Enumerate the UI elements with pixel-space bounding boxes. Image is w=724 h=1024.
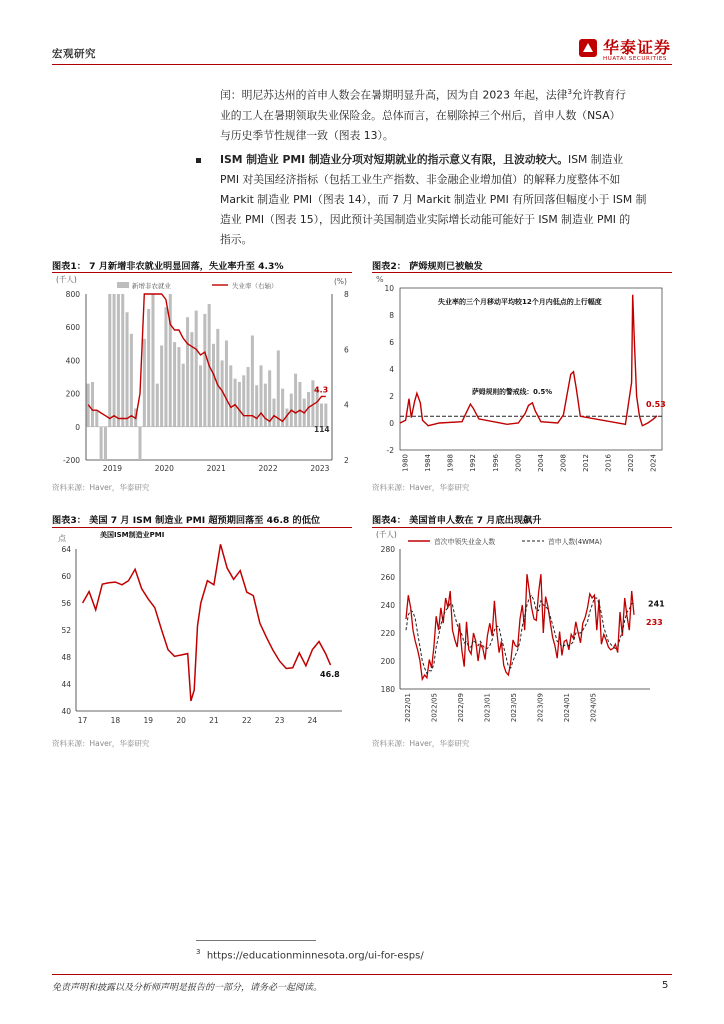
disclaimer: 免责声明和披露以及分析师声明是报告的一部分，请务必一起阅读。 xyxy=(52,983,323,993)
payroll-bar xyxy=(260,365,263,426)
figure-2-source: 资料来源：Haver，华泰研究 xyxy=(372,483,470,492)
payroll-bar xyxy=(277,350,280,426)
y-tick-label: 240 xyxy=(380,601,395,610)
y-tick-label: 52 xyxy=(61,626,71,635)
paragraph-2: ISM 制造业 PMI 制造业分项对短期就业的指示意义有限，且波动较大。ISM 制造业 PMI 对美国经济指标（包括工业生产指数、非金融企业增加值）的解释力度整体不如 Markit 制造业 PMI（图表 14），而 7 月 Markit 制造业 PMI 有所回落但幅度小于 ISM 制 造业 PMI（图表 15），因此预计美国制造业实际增长动能可能好于 ISM 制造业 PMI 的 指示。 xyxy=(220,153,647,246)
payroll-bar xyxy=(169,294,172,427)
brand-name-en: HUATAI SECURITIES xyxy=(603,56,667,62)
figure-4-source: 资料来源：Haver，华泰研究 xyxy=(372,739,470,748)
last-data-label: 46.8 xyxy=(320,670,340,680)
payroll-bar xyxy=(324,404,327,427)
payroll-bar xyxy=(242,375,245,426)
x-tick-label: 18 xyxy=(110,716,121,725)
last-data-label: 0.53 xyxy=(646,399,666,409)
huatai-logo-icon xyxy=(578,38,598,58)
payroll-bar xyxy=(108,294,111,427)
payroll-bar xyxy=(294,374,297,427)
payroll-bar xyxy=(298,382,301,427)
x-tick-label: 21 xyxy=(209,716,219,725)
x-tick-label: 2024/05 xyxy=(589,693,598,723)
chart-2 xyxy=(372,274,672,482)
x-tick-label: 2000 xyxy=(514,454,523,472)
footer-divider xyxy=(52,974,672,975)
x-tick-label: 17 xyxy=(77,716,88,725)
x-tick-label: 2022/05 xyxy=(430,693,439,723)
payroll-bar xyxy=(91,382,94,427)
y-tick-label: 280 xyxy=(380,545,395,554)
y-tick-label: 800 xyxy=(65,290,80,299)
y-tick-label: 48 xyxy=(61,653,71,662)
x-tick-label: 2012 xyxy=(581,454,590,472)
payroll-data-label: 114 xyxy=(314,424,330,434)
payroll-bar xyxy=(182,364,185,427)
y-tick-label: 60 xyxy=(61,572,71,581)
payroll-bar xyxy=(234,379,237,427)
payroll-bar xyxy=(151,294,154,427)
rate-data-label: 4.3 xyxy=(314,385,329,395)
y-tick-label: 4 xyxy=(389,365,394,374)
payroll-bar xyxy=(251,336,254,427)
x-tick-label: 2023 xyxy=(310,464,330,473)
footnote-divider xyxy=(196,940,316,941)
payroll-bar xyxy=(264,384,267,427)
y-tick-label: 600 xyxy=(65,323,80,333)
x-tick-label: 2024/01 xyxy=(563,693,572,723)
x-tick-label: 2022 xyxy=(258,464,278,473)
y2-tick-label: 4 xyxy=(344,400,349,410)
chart-3 xyxy=(52,529,352,731)
payroll-bar xyxy=(117,294,120,427)
y-tick-label: -2 xyxy=(386,446,394,455)
payroll-bar xyxy=(126,312,129,427)
x-tick-label: 2016 xyxy=(604,454,613,472)
chart-1 xyxy=(52,274,356,482)
payroll-bar xyxy=(247,367,250,427)
claims-4wma-line xyxy=(406,595,634,673)
figure-2-caption: 图表2： 萨姆规则已被触发 xyxy=(372,261,483,272)
legend-line-label: 失业率（右轴） xyxy=(232,282,278,290)
x-tick-label: 24 xyxy=(307,716,318,725)
payroll-bar xyxy=(195,311,198,427)
y-tick-label: 44 xyxy=(61,680,71,689)
figure-1-rule xyxy=(52,272,352,273)
y-tick-label: 400 xyxy=(65,356,80,366)
figure-3-source: 资料来源：Haver，华泰研究 xyxy=(52,739,150,748)
payroll-bar xyxy=(173,342,176,427)
y2-axis-label: (%) xyxy=(334,277,347,286)
header-divider xyxy=(52,64,672,65)
figure-1-source: 资料来源：Haver，华泰研究 xyxy=(52,483,150,492)
payroll-bar xyxy=(130,334,133,427)
plot-frame xyxy=(400,288,662,450)
chart-4 xyxy=(372,529,672,731)
y-tick-label: 8 xyxy=(389,311,394,320)
footnote: $^3$ https://educationminnesota.org/ui-for-esps/ xyxy=(196,948,424,962)
payroll-bar xyxy=(186,317,189,427)
y-tick-label: 0 xyxy=(75,422,80,432)
legend-bar-swatch xyxy=(117,282,129,288)
figure-3-rule xyxy=(52,527,352,528)
y-axis-label: (千人) xyxy=(56,275,77,284)
figure-2-rule xyxy=(372,272,672,273)
payroll-bar xyxy=(203,314,206,427)
y-tick-label: 0 xyxy=(389,419,394,428)
y-tick-label: 220 xyxy=(380,629,395,638)
figure-3-caption: 图表3： 美国 7 月 ISM 制造业 PMI 超预期回落至 46.8 的低位 xyxy=(52,515,321,526)
payroll-bar xyxy=(160,345,163,426)
figure-4-rule xyxy=(372,527,672,528)
payroll-bar xyxy=(139,427,142,460)
chart-title: 失业率的三个月移动平均较12个月内低点的上行幅度 xyxy=(438,298,602,306)
payroll-bar xyxy=(95,410,98,427)
payroll-bar xyxy=(320,404,323,427)
bullet-icon xyxy=(196,158,201,163)
y-tick-label: 40 xyxy=(61,707,71,716)
y-axis-label: (千人) xyxy=(376,530,397,539)
y-tick-label: 200 xyxy=(65,389,80,399)
payroll-bar xyxy=(147,309,150,427)
x-tick-label: 2022/09 xyxy=(457,693,466,723)
payroll-bar xyxy=(225,340,228,426)
label-4wma: 241 xyxy=(648,599,665,609)
x-tick-label: 1992 xyxy=(469,454,478,472)
payroll-bar xyxy=(164,307,167,427)
x-tick-label: 2023/09 xyxy=(536,693,545,723)
x-tick-label: 2023/01 xyxy=(483,693,492,723)
x-tick-label: 2022/01 xyxy=(404,693,412,723)
y-tick-label: 260 xyxy=(380,573,395,582)
x-tick-label: 2004 xyxy=(536,454,545,472)
y2-tick-label: 8 xyxy=(344,290,349,299)
chart-title: 美国ISM制造业PMI xyxy=(100,531,165,539)
payroll-bar xyxy=(156,384,159,427)
payroll-bar xyxy=(238,382,241,427)
x-tick-label: 2023/05 xyxy=(510,693,519,723)
payroll-bar xyxy=(255,385,258,427)
payroll-bar xyxy=(100,427,103,460)
payroll-bar xyxy=(113,294,116,427)
x-tick-label: 2024 xyxy=(649,454,658,472)
x-tick-label: 1980 xyxy=(401,454,410,472)
payroll-bar xyxy=(216,329,219,427)
payroll-bar xyxy=(143,339,146,427)
payroll-bar xyxy=(268,370,271,426)
x-tick-label: 2020 xyxy=(154,464,174,473)
x-tick-label: 1988 xyxy=(446,454,455,472)
legend-4wma-label: 首申人数(4WMA) xyxy=(548,538,603,546)
x-tick-label: 23 xyxy=(274,716,285,725)
y-tick-label: 64 xyxy=(61,545,71,554)
payroll-bar xyxy=(199,365,202,426)
y-tick-label: -200 xyxy=(62,456,80,465)
figure-4-caption: 图表4： 美国首申人数在 7 月底出现飙升 xyxy=(372,515,542,526)
x-tick-label: 1984 xyxy=(424,454,433,472)
x-tick-label: 19 xyxy=(143,716,154,725)
payroll-bar xyxy=(104,427,107,460)
y-tick-label: 2 xyxy=(389,392,394,401)
payroll-bar xyxy=(229,365,232,426)
y2-tick-label: 6 xyxy=(344,345,349,355)
x-tick-label: 1996 xyxy=(491,454,500,472)
x-tick-label: 22 xyxy=(241,716,252,725)
x-tick-label: 2019 xyxy=(102,464,123,473)
y-tick-label: 200 xyxy=(380,657,395,666)
figure-1-caption: 图表1： 7 月新增非农就业明显回落，失业率升至 4.3% xyxy=(52,261,284,272)
threshold-annotation: 萨姆规则的警戒线：0.5% xyxy=(472,388,553,396)
paragraph-1: 闰：明尼苏达州的首申人数会在暑期明显升高，因为自 2023 年起，法律$^3$允许教育行 业的工人在暑期领取失业保险金。总体而言，在剔除掉三个州后，首申人数（NSA） 与历史季节性规律一致（图表 13）。 xyxy=(220,88,626,142)
legend-bar-label: 新增非农就业 xyxy=(132,282,171,290)
y-tick-label: 180 xyxy=(380,685,395,694)
payroll-bar xyxy=(177,347,180,427)
y-axis-label: % xyxy=(376,275,384,284)
ism-pmi-line xyxy=(83,544,331,701)
label-initial: 233 xyxy=(646,617,663,627)
x-tick-label: 2008 xyxy=(559,454,568,472)
page-number: 5 xyxy=(662,980,669,991)
x-tick-label: 2021 xyxy=(206,464,226,473)
payroll-bar xyxy=(121,294,124,427)
footnote-link[interactable]: https://educationminnesota.org/ui-for-esps/ xyxy=(206,950,424,962)
sahm-rule-line xyxy=(400,295,657,426)
section-label: 宏观研究 xyxy=(52,48,96,60)
x-tick-label: 20 xyxy=(176,716,186,725)
legend-initial-label: 首次申领失业金人数 xyxy=(434,538,496,546)
brand-name: 华泰证券 xyxy=(603,38,672,57)
y-tick-label: 6 xyxy=(389,338,394,347)
y-axis-unit: 点 xyxy=(58,534,66,543)
y-tick-label: 56 xyxy=(61,599,71,608)
payroll-bar xyxy=(272,399,275,427)
y2-tick-label: 2 xyxy=(344,456,349,465)
y-tick-label: 10 xyxy=(384,284,394,293)
x-tick-label: 2020 xyxy=(627,454,636,472)
payroll-bar xyxy=(212,344,215,427)
